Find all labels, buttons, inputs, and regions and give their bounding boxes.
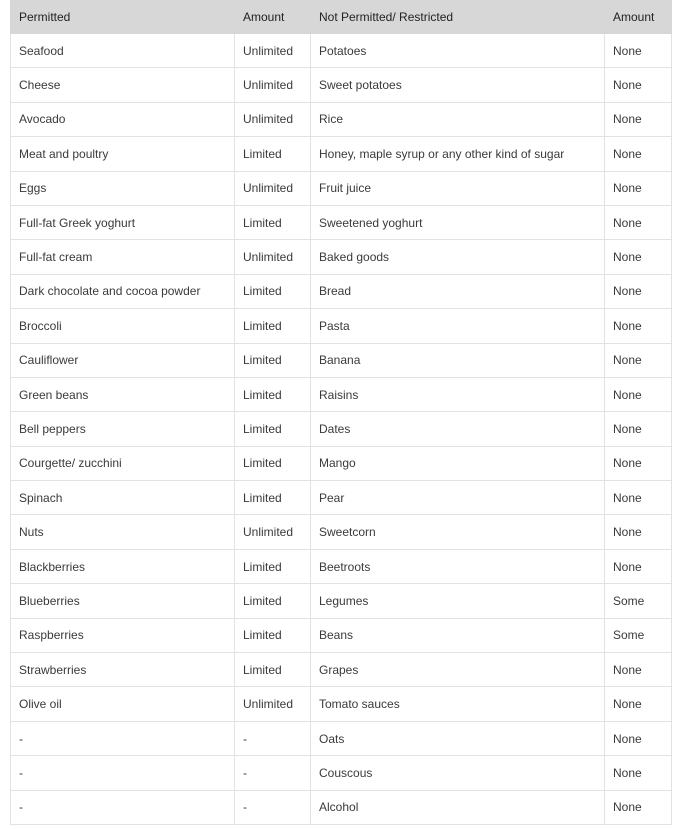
table-row <box>11 790 672 824</box>
restricted-cell: Oats <box>311 721 605 755</box>
permitted-amount-cell: Limited <box>235 584 311 618</box>
restricted-amount-cell: None <box>605 309 672 343</box>
restricted-amount-cell: None <box>605 377 672 411</box>
restricted-cell: Alcohol <box>311 790 605 824</box>
restricted-amount-cell: None <box>605 102 672 136</box>
permitted-amount-cell: Unlimited <box>235 34 311 68</box>
permitted-cell: - <box>11 756 235 790</box>
restricted-cell: Tomato sauces <box>311 687 605 721</box>
restricted-cell: Sweetcorn <box>311 515 605 549</box>
permitted-amount-cell: - <box>235 790 311 824</box>
restricted-amount-cell: None <box>605 549 672 583</box>
header-permitted-amount: Amount <box>235 1 311 34</box>
restricted-cell: Couscous <box>311 756 605 790</box>
permitted-cell: Full-fat cream <box>11 240 235 274</box>
permitted-cell: Eggs <box>11 171 235 205</box>
restricted-cell: Pear <box>311 481 605 515</box>
permitted-cell: Raspberries <box>11 618 235 652</box>
table-row <box>11 137 672 171</box>
table-row <box>11 446 672 480</box>
permitted-cell: - <box>11 721 235 755</box>
restricted-amount-cell: None <box>605 412 672 446</box>
restricted-cell: Pasta <box>311 309 605 343</box>
permitted-cell: Dark chocolate and cocoa powder <box>11 274 235 308</box>
restricted-amount-cell: None <box>605 687 672 721</box>
permitted-cell: Broccoli <box>11 309 235 343</box>
permitted-cell: Seafood <box>11 34 235 68</box>
restricted-amount-cell: None <box>605 515 672 549</box>
header-restricted-amount: Amount <box>605 1 672 34</box>
restricted-cell: Dates <box>311 412 605 446</box>
permitted-cell: Meat and poultry <box>11 137 235 171</box>
restricted-amount-cell: None <box>605 34 672 68</box>
restricted-amount-cell: None <box>605 343 672 377</box>
permitted-cell: Blackberries <box>11 549 235 583</box>
restricted-cell: Rice <box>311 102 605 136</box>
table-row <box>11 34 672 68</box>
table-row <box>11 309 672 343</box>
restricted-cell: Beetroots <box>311 549 605 583</box>
table-row <box>11 756 672 790</box>
permitted-amount-cell: Limited <box>235 309 311 343</box>
header-not-permitted: Not Permitted/ Restricted <box>311 1 605 34</box>
restricted-cell: Legumes <box>311 584 605 618</box>
restricted-amount-cell: None <box>605 68 672 102</box>
restricted-cell: Sweet potatoes <box>311 68 605 102</box>
permitted-amount-cell: Unlimited <box>235 102 311 136</box>
table-header <box>11 1 672 34</box>
restricted-amount-cell: None <box>605 240 672 274</box>
table-row <box>11 205 672 239</box>
permitted-amount-cell: Limited <box>235 446 311 480</box>
permitted-amount-cell: Limited <box>235 205 311 239</box>
permitted-amount-cell: Limited <box>235 137 311 171</box>
permitted-amount-cell: Unlimited <box>235 68 311 102</box>
restricted-cell: Banana <box>311 343 605 377</box>
table-row <box>11 240 672 274</box>
restricted-cell: Grapes <box>311 653 605 687</box>
table-row <box>11 687 672 721</box>
permitted-amount-cell: Unlimited <box>235 240 311 274</box>
permitted-cell: Nuts <box>11 515 235 549</box>
restricted-amount-cell: None <box>605 171 672 205</box>
table-row <box>11 377 672 411</box>
restricted-cell: Mango <box>311 446 605 480</box>
permitted-amount-cell: Unlimited <box>235 515 311 549</box>
table-row <box>11 721 672 755</box>
permitted-cell: Avocado <box>11 102 235 136</box>
table-row <box>11 653 672 687</box>
permitted-amount-cell: Unlimited <box>235 687 311 721</box>
table-row <box>11 481 672 515</box>
permitted-amount-cell: Limited <box>235 412 311 446</box>
table-row <box>11 584 672 618</box>
restricted-amount-cell: None <box>605 481 672 515</box>
restricted-amount-cell: Some <box>605 584 672 618</box>
permitted-amount-cell: Limited <box>235 549 311 583</box>
permitted-amount-cell: - <box>235 721 311 755</box>
permitted-amount-cell: Limited <box>235 377 311 411</box>
header-permitted: Permitted <box>11 1 235 34</box>
restricted-amount-cell: None <box>605 653 672 687</box>
header-row <box>11 1 672 34</box>
diet-table <box>10 0 672 825</box>
permitted-cell: Green beans <box>11 377 235 411</box>
table-row <box>11 515 672 549</box>
restricted-amount-cell: None <box>605 721 672 755</box>
restricted-cell: Bread <box>311 274 605 308</box>
table-row <box>11 102 672 136</box>
restricted-cell: Raisins <box>311 377 605 411</box>
permitted-amount-cell: Limited <box>235 274 311 308</box>
permitted-amount-cell: Limited <box>235 618 311 652</box>
permitted-cell: Cheese <box>11 68 235 102</box>
permitted-amount-cell: Limited <box>235 481 311 515</box>
restricted-amount-cell: None <box>605 790 672 824</box>
table-row <box>11 618 672 652</box>
restricted-cell: Honey, maple syrup or any other kind of sugar <box>311 137 605 171</box>
restricted-amount-cell: None <box>605 756 672 790</box>
permitted-cell: Full-fat Greek yoghurt <box>11 205 235 239</box>
table-row <box>11 274 672 308</box>
permitted-amount-cell: Limited <box>235 653 311 687</box>
restricted-amount-cell: None <box>605 137 672 171</box>
restricted-cell: Sweetened yoghurt <box>311 205 605 239</box>
table-row <box>11 68 672 102</box>
permitted-cell: Spinach <box>11 481 235 515</box>
restricted-amount-cell: None <box>605 205 672 239</box>
table-row <box>11 549 672 583</box>
restricted-cell: Baked goods <box>311 240 605 274</box>
restricted-amount-cell: None <box>605 446 672 480</box>
permitted-cell: Bell peppers <box>11 412 235 446</box>
restricted-cell: Fruit juice <box>311 171 605 205</box>
restricted-amount-cell: None <box>605 274 672 308</box>
table-row <box>11 171 672 205</box>
permitted-cell: - <box>11 790 235 824</box>
permitted-cell: Blueberries <box>11 584 235 618</box>
permitted-cell: Courgette/ zucchini <box>11 446 235 480</box>
permitted-amount-cell: - <box>235 756 311 790</box>
restricted-cell: Beans <box>311 618 605 652</box>
permitted-cell: Strawberries <box>11 653 235 687</box>
restricted-amount-cell: Some <box>605 618 672 652</box>
permitted-cell: Cauliflower <box>11 343 235 377</box>
restricted-cell: Potatoes <box>311 34 605 68</box>
table-body <box>11 34 672 825</box>
permitted-amount-cell: Limited <box>235 343 311 377</box>
permitted-amount-cell: Unlimited <box>235 171 311 205</box>
table-row <box>11 412 672 446</box>
permitted-cell: Olive oil <box>11 687 235 721</box>
table-row <box>11 343 672 377</box>
